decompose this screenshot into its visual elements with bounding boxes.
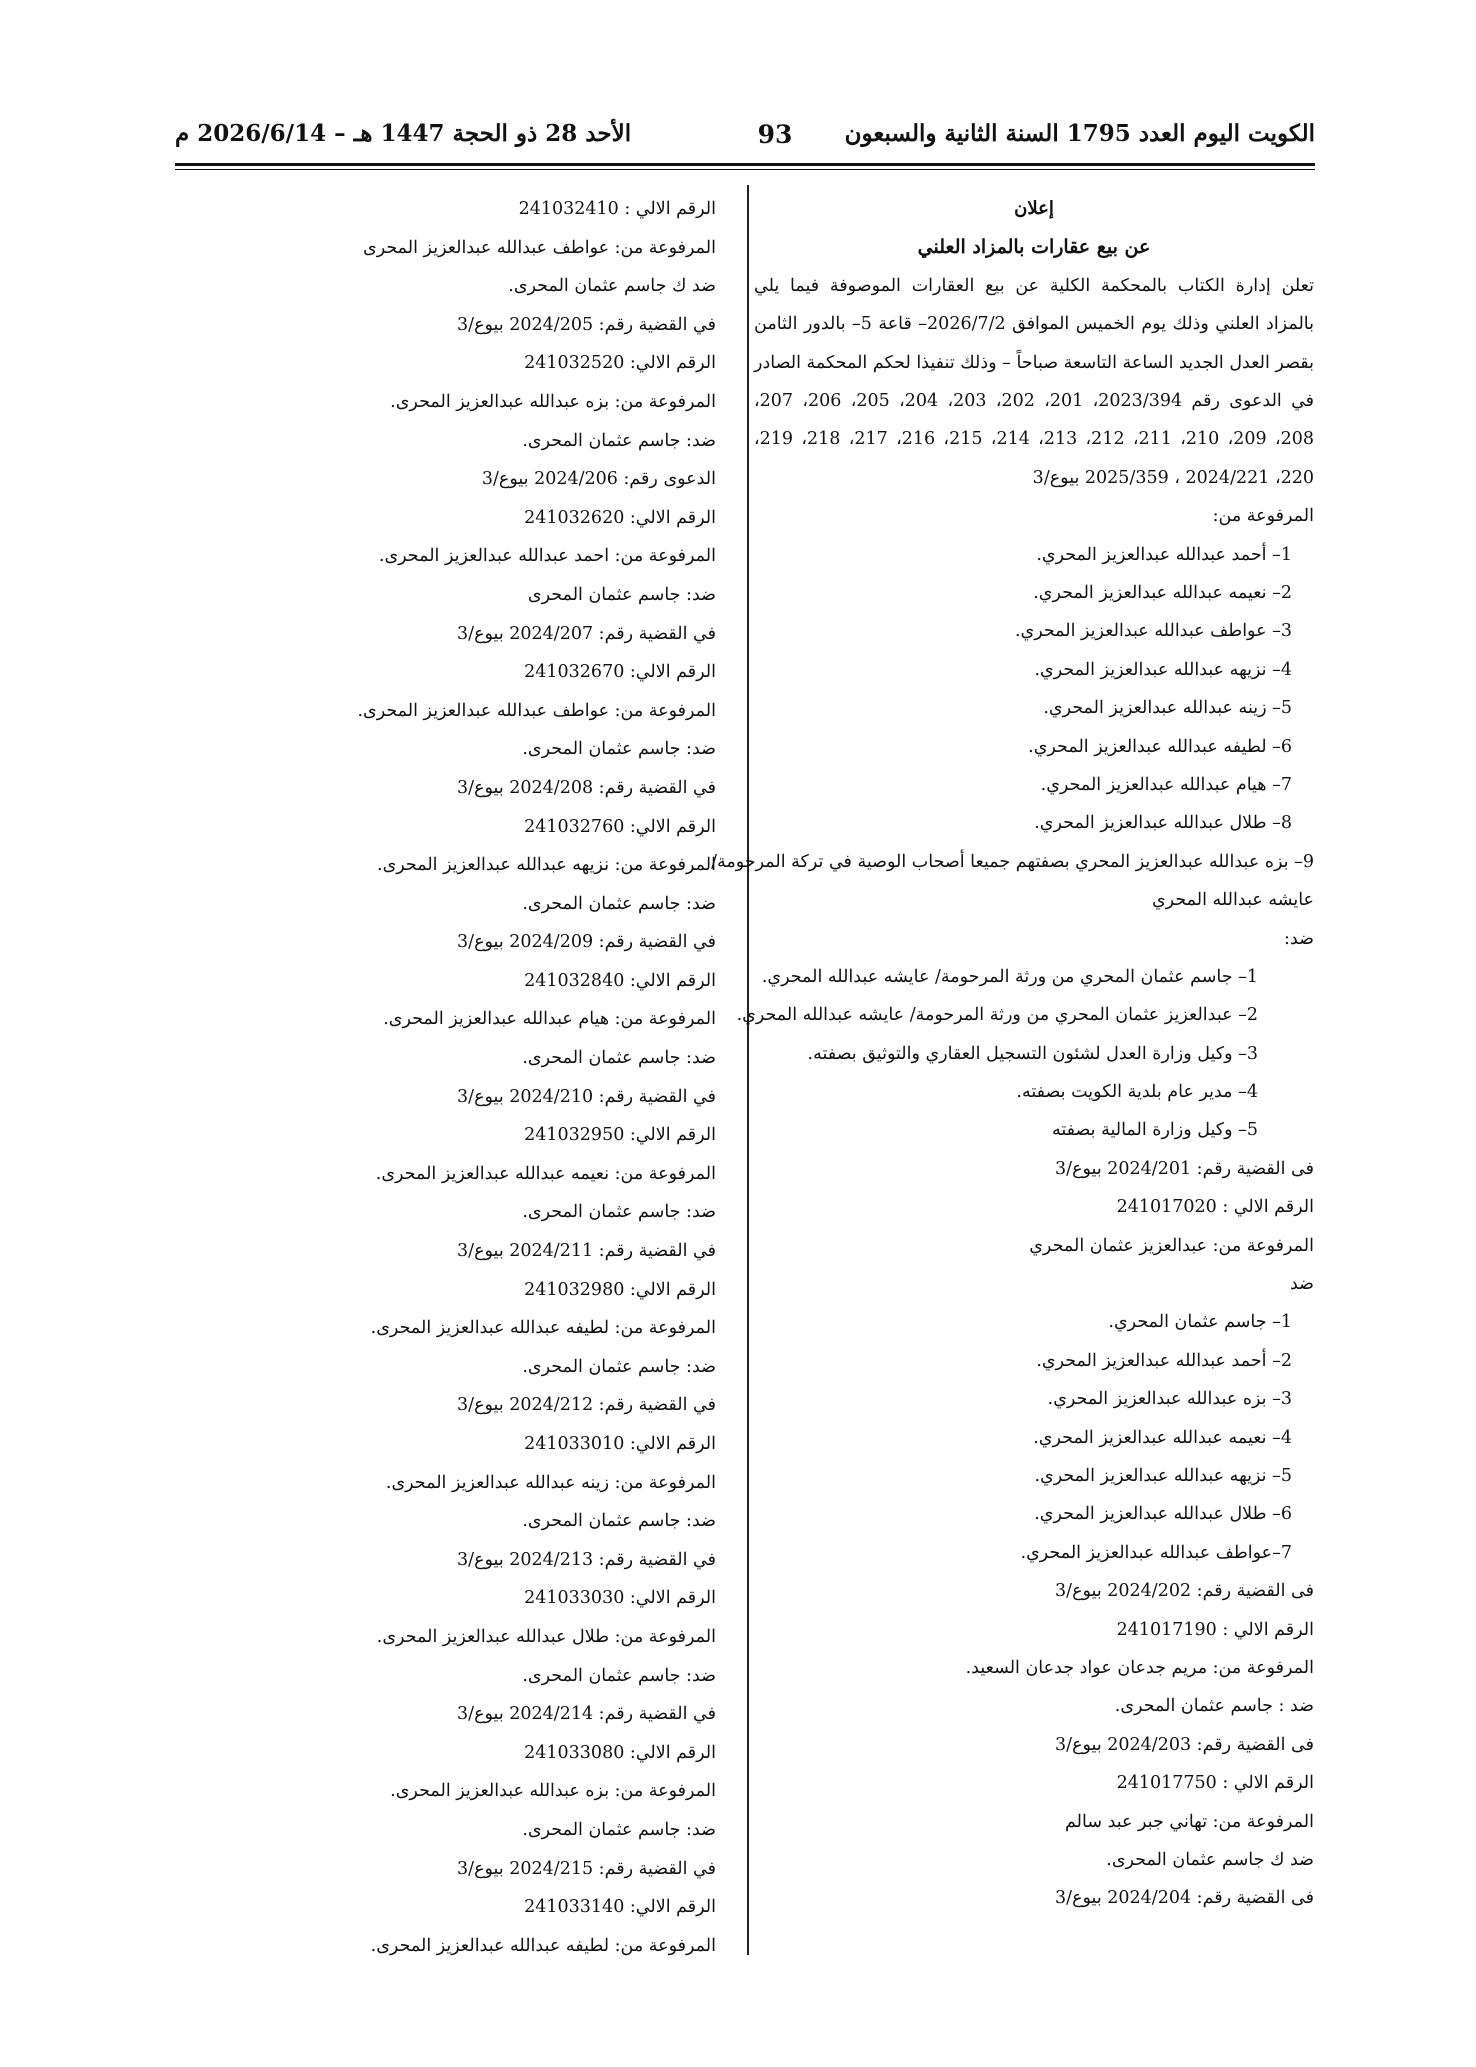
defendant-line: ضد : جاسم عثمان المحرى.	[1114, 1696, 1314, 1717]
automated-number-line: الرقم الالي : 241032410	[518, 199, 716, 219]
defendant-line: ضد: جاسم عثمان المحرى.	[522, 1356, 716, 1377]
page-number: 93	[757, 120, 793, 149]
column-divider	[747, 185, 749, 1955]
case-number-line: في القضية رقم: 2024/209 بيوع/3	[457, 932, 716, 953]
party-list-item: 4– مدير عام بلدية الكويت بصفته.	[1016, 1082, 1258, 1103]
plaintiff-line: المرفوعة من: لطيفه عبدالله عبدالعزيز المحرى.	[370, 1935, 716, 1956]
plaintiff-line: المرفوعة من: بزه عبدالله عبدالعزيز المحرى.	[390, 391, 716, 412]
party-list-item: 4– نزيهه عبدالله عبدالعزيز المحري.	[1034, 659, 1292, 680]
announcement-subtitle: عن بيع عقارات بالمزاد العلني	[917, 236, 1151, 259]
plaintiff-line: المرفوعة من: نعيمه عبدالله عبدالعزيز المحرى.	[375, 1163, 716, 1184]
party-list-item: 5– نزيهه عبدالله عبدالعزيز المحري.	[1034, 1465, 1292, 1486]
automated-number-line: الرقم الالي: 241032620	[524, 507, 716, 528]
defendant-line: ضد: جاسم عثمان المحرى	[527, 584, 716, 605]
party-list-item: 2– أحمد عبدالله عبدالعزيز المحري.	[1036, 1350, 1292, 1371]
header-rule-thin	[175, 169, 1315, 170]
case-number-line: فى القضية رقم: 2024/201 بيوع/3	[1055, 1158, 1314, 1179]
plaintiff-line: المرفوعة من:	[1212, 506, 1314, 527]
automated-number-line: الرقم الالي : 241017750	[1116, 1773, 1314, 1794]
party-list-item: 6– طلال عبدالله عبدالعزيز المحري.	[1034, 1504, 1292, 1525]
announcement-title: إعلان	[1014, 198, 1054, 219]
automated-number-line: الرقم الالي: 241033140	[524, 1897, 716, 1918]
case-number-line: في القضية رقم: 2024/205 بيوع/3	[457, 314, 716, 335]
case-number-line: في القضية رقم: 2024/208 بيوع/3	[457, 777, 716, 798]
defendant-line: ضد:	[1284, 928, 1314, 949]
party-list-item: 5– زينه عبدالله عبدالعزيز المحري.	[1043, 698, 1292, 719]
party-list-item: 1– أحمد عبدالله عبدالعزيز المحري.	[1036, 544, 1292, 565]
defendant-line: ضد: جاسم عثمان المحرى.	[522, 1511, 716, 1532]
plaintiff-line: المرفوعة من: هيام عبدالله عبدالعزيز المحرى.	[383, 1009, 716, 1030]
gazette-issue-title: الكويت اليوم العدد 1795 السنة الثانية والسبعون	[844, 120, 1315, 147]
issue-date: الأحد 28 ذو الحجة 1447 هـ – 2026/6/14 م	[175, 120, 632, 147]
plaintiff-line: المرفوعة من: لطيفه عبدالله عبدالعزيز المحرى.	[370, 1318, 716, 1339]
case-number-line: في القضية رقم: 2024/214 بيوع/3	[457, 1704, 716, 1725]
defendant-line: ضد: جاسم عثمان المحرى.	[522, 1665, 716, 1686]
plaintiff-line: المرفوعة من: تهاني جبر عبد سالم	[1065, 1811, 1314, 1832]
party-list-item: 1– جاسم عثمان المحري من ورثة المرحومة/ عايشه عبدالله المحري.	[761, 966, 1258, 987]
case-number-line: في القضية رقم: 2024/210 بيوع/3	[457, 1086, 716, 1107]
automated-number-line: الرقم الالي : 241017020	[1116, 1197, 1314, 1218]
plaintiff-line: المرفوعة من: مريم جدعان عواد جدعان السعيد.	[965, 1657, 1314, 1678]
header-rule-thick	[175, 163, 1315, 166]
defendant-line: ضد: جاسم عثمان المحرى.	[522, 430, 716, 451]
party-list-item: 5– وكيل وزارة المالية بصفته	[1051, 1120, 1258, 1141]
left-column	[357, 190, 716, 1965]
plaintiff-line: المرفوعة من: زينه عبدالله عبدالعزيز المحرى.	[385, 1472, 716, 1493]
defendant-line: ضد: جاسم عثمان المحرى.	[522, 893, 716, 914]
automated-number-line: الرقم الالي: 241033080	[524, 1742, 716, 1763]
automated-number-line: الرقم الالي: 241032980	[524, 1279, 716, 1300]
case-number-line: فى القضية رقم: 2024/203 بيوع/3	[1055, 1734, 1314, 1755]
defendant-line: ضد ك جاسم عثمان المحرى.	[508, 276, 716, 297]
plaintiff-line: المرفوعة من: نزيهه عبدالله عبدالعزيز المحرى.	[377, 855, 716, 876]
plaintiff-line: المرفوعة من: احمد عبدالله عبدالعزيز المحرى.	[378, 546, 716, 567]
defendant-line: ضد: جاسم عثمان المحرى.	[522, 739, 716, 760]
automated-number-line: الرقم الالي : 241017190	[1116, 1619, 1314, 1640]
plaintiff-line: المرفوعة من: عواطف عبدالله عبدالعزيز المحرى	[363, 237, 716, 258]
automated-number-line: الرقم الالي: 241032950	[524, 1125, 716, 1146]
automated-number-line: الرقم الالي: 241032670	[524, 662, 716, 683]
automated-number-line: الرقم الالي: 241032760	[524, 816, 716, 837]
automated-number-line: الرقم الالي: 241032840	[524, 970, 716, 991]
case-number-line: فى القضية رقم: 2024/204 بيوع/3	[1055, 1888, 1314, 1909]
plaintiff-line: المرفوعة من: بزه عبدالله عبدالعزيز المحرى.	[390, 1781, 716, 1802]
defendant-line: ضد: جاسم عثمان المحرى.	[522, 1819, 716, 1840]
text-line: عايشه عبدالله المحري	[1151, 890, 1314, 911]
automated-number-line: الرقم الالي: 241033010	[524, 1434, 716, 1454]
party-list-item: 3– وكيل وزارة العدل لشئون التسجيل العقاري والتوثيق بصفته.	[807, 1043, 1258, 1064]
party-list-item: 3– عواطف عبدالله عبدالعزيز المحري.	[1014, 621, 1292, 642]
plaintiff-line: المرفوعة من: عبدالعزيز عثمان المحري	[1029, 1235, 1314, 1256]
plaintiff-line: المرفوعة من: طلال عبدالله عبدالعزيز المحرى.	[376, 1626, 716, 1647]
party-list-item: 3– بزه عبدالله عبدالعزيز المحري.	[1047, 1389, 1292, 1410]
case-number-line: الدعوى رقم: 2024/206 بيوع/3	[481, 469, 716, 490]
page-header	[175, 120, 1315, 160]
announcement-intro: تعلن إدارة الكتاب بالمحكمة الكلية عن بيع العقارات الموصوفة فيما يلي بالمزاد العلني وذلك يوم الخميس الموافق 2026/7/2– قاعة 5– بالدور الثامن بقصر العدل الجديد الساعة التاسعة صباحاً – وذلك تنفيذا لحكم المحكمة الصادر في الدعوى رقم 2023/394، 201، 202، 203، 204، 205، 206، 207، 208، 209، 210، 211، 212، 213، 214، 215، 216، 217، 218، 219، 220، 2024/221 ، 2025/359 بيوع/3	[754, 275, 1315, 488]
case-number-line: في القضية رقم: 2024/215 بيوع/3	[457, 1858, 716, 1879]
party-list-item: 4– نعيمه عبدالله عبدالعزيز المحري.	[1033, 1427, 1292, 1448]
case-number-line: في القضية رقم: 2024/211 بيوع/3	[457, 1241, 716, 1262]
defendant-line: ضد: جاسم عثمان المحرى.	[522, 1202, 716, 1223]
automated-number-line: الرقم الالي: 241032520	[524, 353, 716, 374]
defendant-line: ضد ك جاسم عثمان المحرى.	[1106, 1849, 1314, 1870]
party-list-item: 8– طلال عبدالله عبدالعزيز المحري.	[1034, 813, 1292, 834]
defendant-line: ضد	[1289, 1274, 1314, 1295]
party-list-item: 1– جاسم عثمان المحري.	[1108, 1312, 1292, 1333]
case-number-line: فى القضية رقم: 2024/202 بيوع/3	[1055, 1581, 1314, 1602]
right-column	[711, 190, 1315, 1918]
case-number-line: في القضية رقم: 2024/212 بيوع/3	[457, 1395, 716, 1416]
case-number-line: في القضية رقم: 2024/213 بيوع/3	[457, 1549, 716, 1570]
party-list-item: 7– هيام عبدالله عبدالعزيز المحري.	[1040, 774, 1292, 795]
automated-number-line: الرقم الالي: 241033030	[524, 1588, 716, 1609]
party-list-item: 9– بزه عبدالله عبدالعزيز المحري بصفتهم جميعا أصحاب الوصية في تركة المرحومة/	[711, 851, 1314, 872]
party-list-item: 2– عبدالعزيز عثمان المحري من ورثة المرحومة/ عايشه عبدالله المحري.	[736, 1005, 1258, 1026]
case-number-line: في القضية رقم: 2024/207 بيوع/3	[457, 623, 716, 644]
plaintiff-line: المرفوعة من: عواطف عبدالله عبدالعزيز المحرى.	[357, 700, 716, 721]
defendant-line: ضد: جاسم عثمان المحرى.	[522, 1048, 716, 1069]
party-list-item: 6– لطيفه عبدالله عبدالعزيز المحري.	[1028, 736, 1292, 757]
party-list-item: 7–عواطف عبدالله عبدالعزيز المحري.	[1020, 1542, 1292, 1563]
party-list-item: 2– نعيمه عبدالله عبدالعزيز المحري.	[1033, 583, 1292, 603]
